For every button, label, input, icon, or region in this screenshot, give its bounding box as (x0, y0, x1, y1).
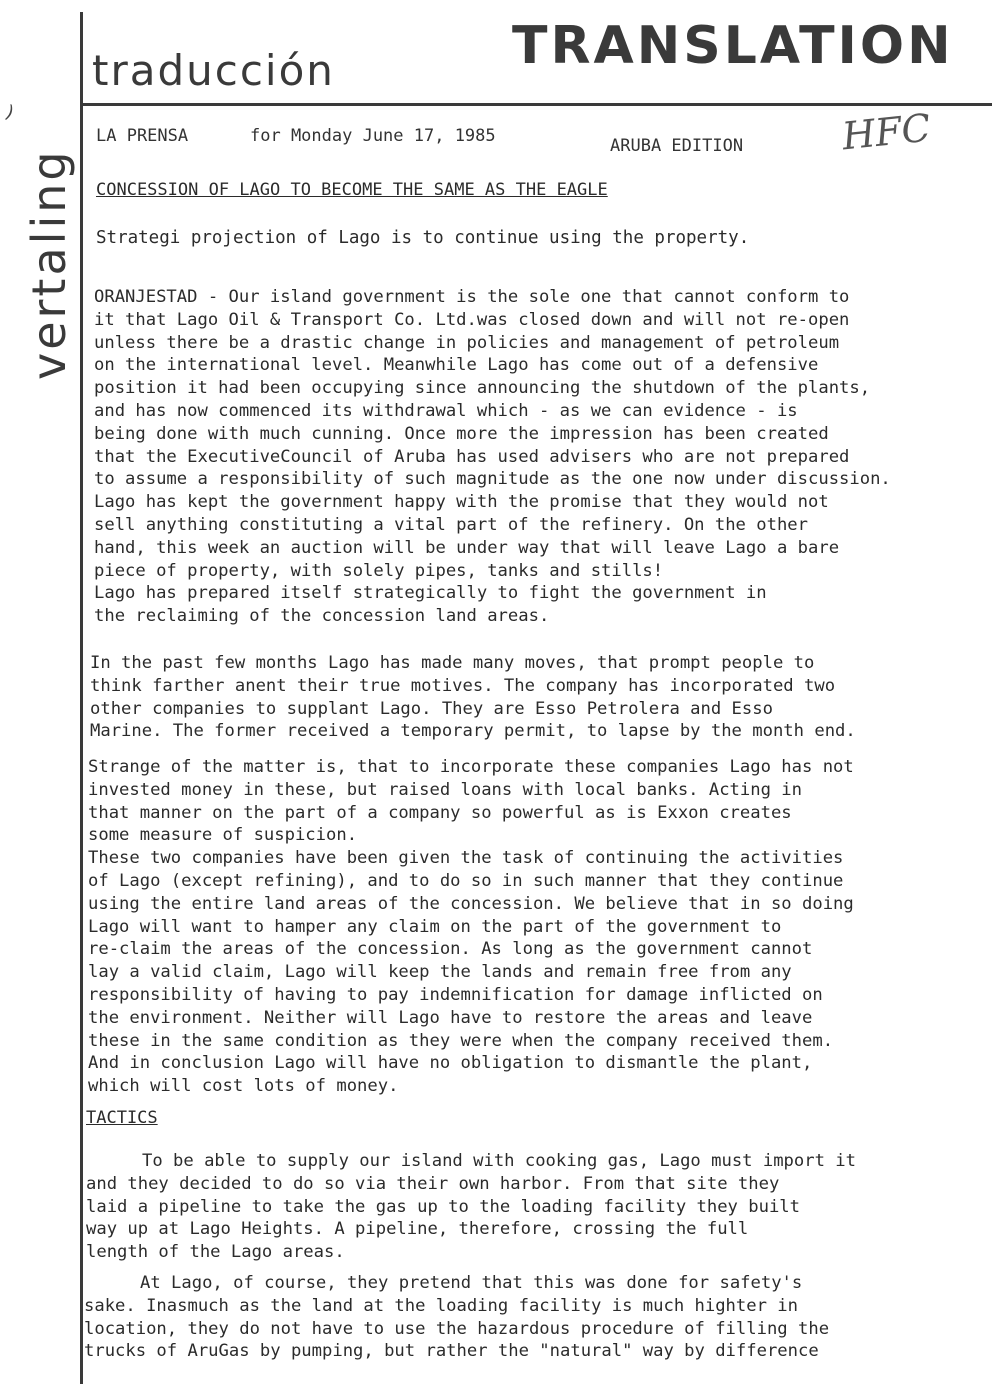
handwritten-initials: HFC (839, 105, 933, 159)
edition-label: ARUBA EDITION (610, 136, 744, 156)
text-line: And in conclusion Lago will have no obligation to dismantle the plant, (88, 1053, 813, 1074)
text-line: using the entire land areas of the concession. We believe that in so doing (88, 893, 854, 914)
text-line: and has now commenced its withdrawal which - as we can evidence - is (94, 400, 798, 421)
article-subheadline: Strategi projection of Lago is to continue using the property. (96, 228, 750, 248)
text-line: invested money in these, but raised loans with local banks. Acting in (88, 779, 802, 800)
text-line: laid a pipeline to take the gas up to the loading facility they built (86, 1196, 800, 1217)
text-line: being done with much cunning. Once more the impression has been created (94, 423, 829, 444)
text-line: responsibility of having to pay indemnification for damage inflicted on (88, 984, 823, 1005)
margin-rule (80, 12, 83, 1384)
text-line: These two companies have been given the task of continuing the activities (88, 848, 844, 869)
text-line: of Lago (except refining), and to do so in such manner that they continue (88, 870, 844, 891)
body-paragraph (86, 1150, 986, 1264)
text-line: To be able to supply our island with cooking gas, Lago must import it (142, 1151, 856, 1171)
text-line: ORANJESTAD - Our island government is the sole one that cannot conform to (94, 287, 850, 307)
letterhead-english: TRANSLATION (512, 16, 954, 76)
newspaper-name: LA PRENSA (96, 126, 189, 146)
text-line: location, they do not have to use the hazardous procedure of filling the (84, 1318, 830, 1339)
article-headline: CONCESSION OF LAGO TO BECOME THE SAME AS THE EAGLE (96, 180, 608, 200)
letterhead-dutch: vertaling (22, 148, 76, 380)
body-paragraph (94, 286, 994, 628)
text-line: and they decided to do so via their own harbor. From that site they (86, 1173, 780, 1194)
text-line: lay a valid claim, Lago will keep the lands and remain free from any (88, 962, 792, 983)
text-line: Strange of the matter is, that to incorporate these companies Lago has not (88, 757, 854, 777)
text-line: the reclaiming of the concession land areas. (94, 606, 550, 627)
header-rule (80, 103, 992, 106)
text-line: some measure of suspicion. (88, 825, 358, 846)
text-line: piece of property, with solely pipes, tanks and stills! (94, 560, 664, 581)
text-line: to assume a responsibility of such magnitude as the one now under discussion. (94, 469, 891, 490)
text-line: other companies to supplant Lago. They are Esso Petrolera and Esso (90, 698, 773, 719)
text-line: the environment. Neither will Lago have to restore the areas and leave (88, 1007, 813, 1028)
text-line: Lago has prepared itself strategically to fight the government in (94, 583, 767, 604)
body-paragraph (88, 756, 988, 1098)
text-line: Lago will want to hamper any claim on the part of the government to (88, 916, 782, 937)
text-line: position it had been occupying since announcing the shutdown of the plants, (94, 378, 871, 399)
text-line: Marine. The former received a temporary permit, to lapse by the month end. (90, 721, 856, 742)
text-line: length of the Lago areas. (86, 1242, 345, 1263)
margin-pen-mark: ) (2, 101, 17, 124)
text-line: trucks of AruGas by pumping, but rather the "natural" way by difference (84, 1341, 819, 1362)
text-line: sell anything constituting a vital part of the refinery. On the other (94, 514, 808, 535)
section-heading-tactics: TACTICS (86, 1108, 158, 1128)
text-line: sake. Inasmuch as the land at the loading facility is much highter in (84, 1295, 798, 1316)
body-paragraph (90, 652, 990, 743)
publication-date: for Monday June 17, 1985 (250, 126, 496, 146)
text-line: way up at Lago Heights. A pipeline, therefore, crossing the full (86, 1219, 749, 1240)
text-line: re-claim the areas of the concession. As long as the government cannot (88, 939, 813, 960)
text-line: these in the same condition as they were when the company received them. (88, 1030, 834, 1051)
text-line: At Lago, of course, they pretend that this was done for safety's (140, 1273, 803, 1293)
text-line: that the ExecutiveCouncil of Aruba has used advisers who are not prepared (94, 446, 850, 467)
text-line: on the international level. Meanwhile Lago has come out of a defensive (94, 355, 819, 376)
text-line: think farther anent their true motives. The company has incorporated two (90, 675, 836, 696)
body-paragraph (84, 1272, 984, 1363)
text-line: unless there be a drastic change in policies and management of petroleum (94, 332, 840, 353)
text-line: In the past few months Lago has made many moves, that prompt people to (90, 653, 815, 673)
text-line: Lago has kept the government happy with the promise that they would not (94, 492, 829, 513)
text-line: hand, this week an auction will be under way that will leave Lago a bare (94, 537, 840, 558)
text-line: it that Lago Oil & Transport Co. Ltd.was closed down and will not re-open (94, 309, 850, 330)
letterhead-spanish: traducción (92, 46, 335, 95)
text-line: which will cost lots of money. (88, 1076, 399, 1097)
text-line: that manner on the part of a company so powerful as is Exxon creates (88, 802, 792, 823)
